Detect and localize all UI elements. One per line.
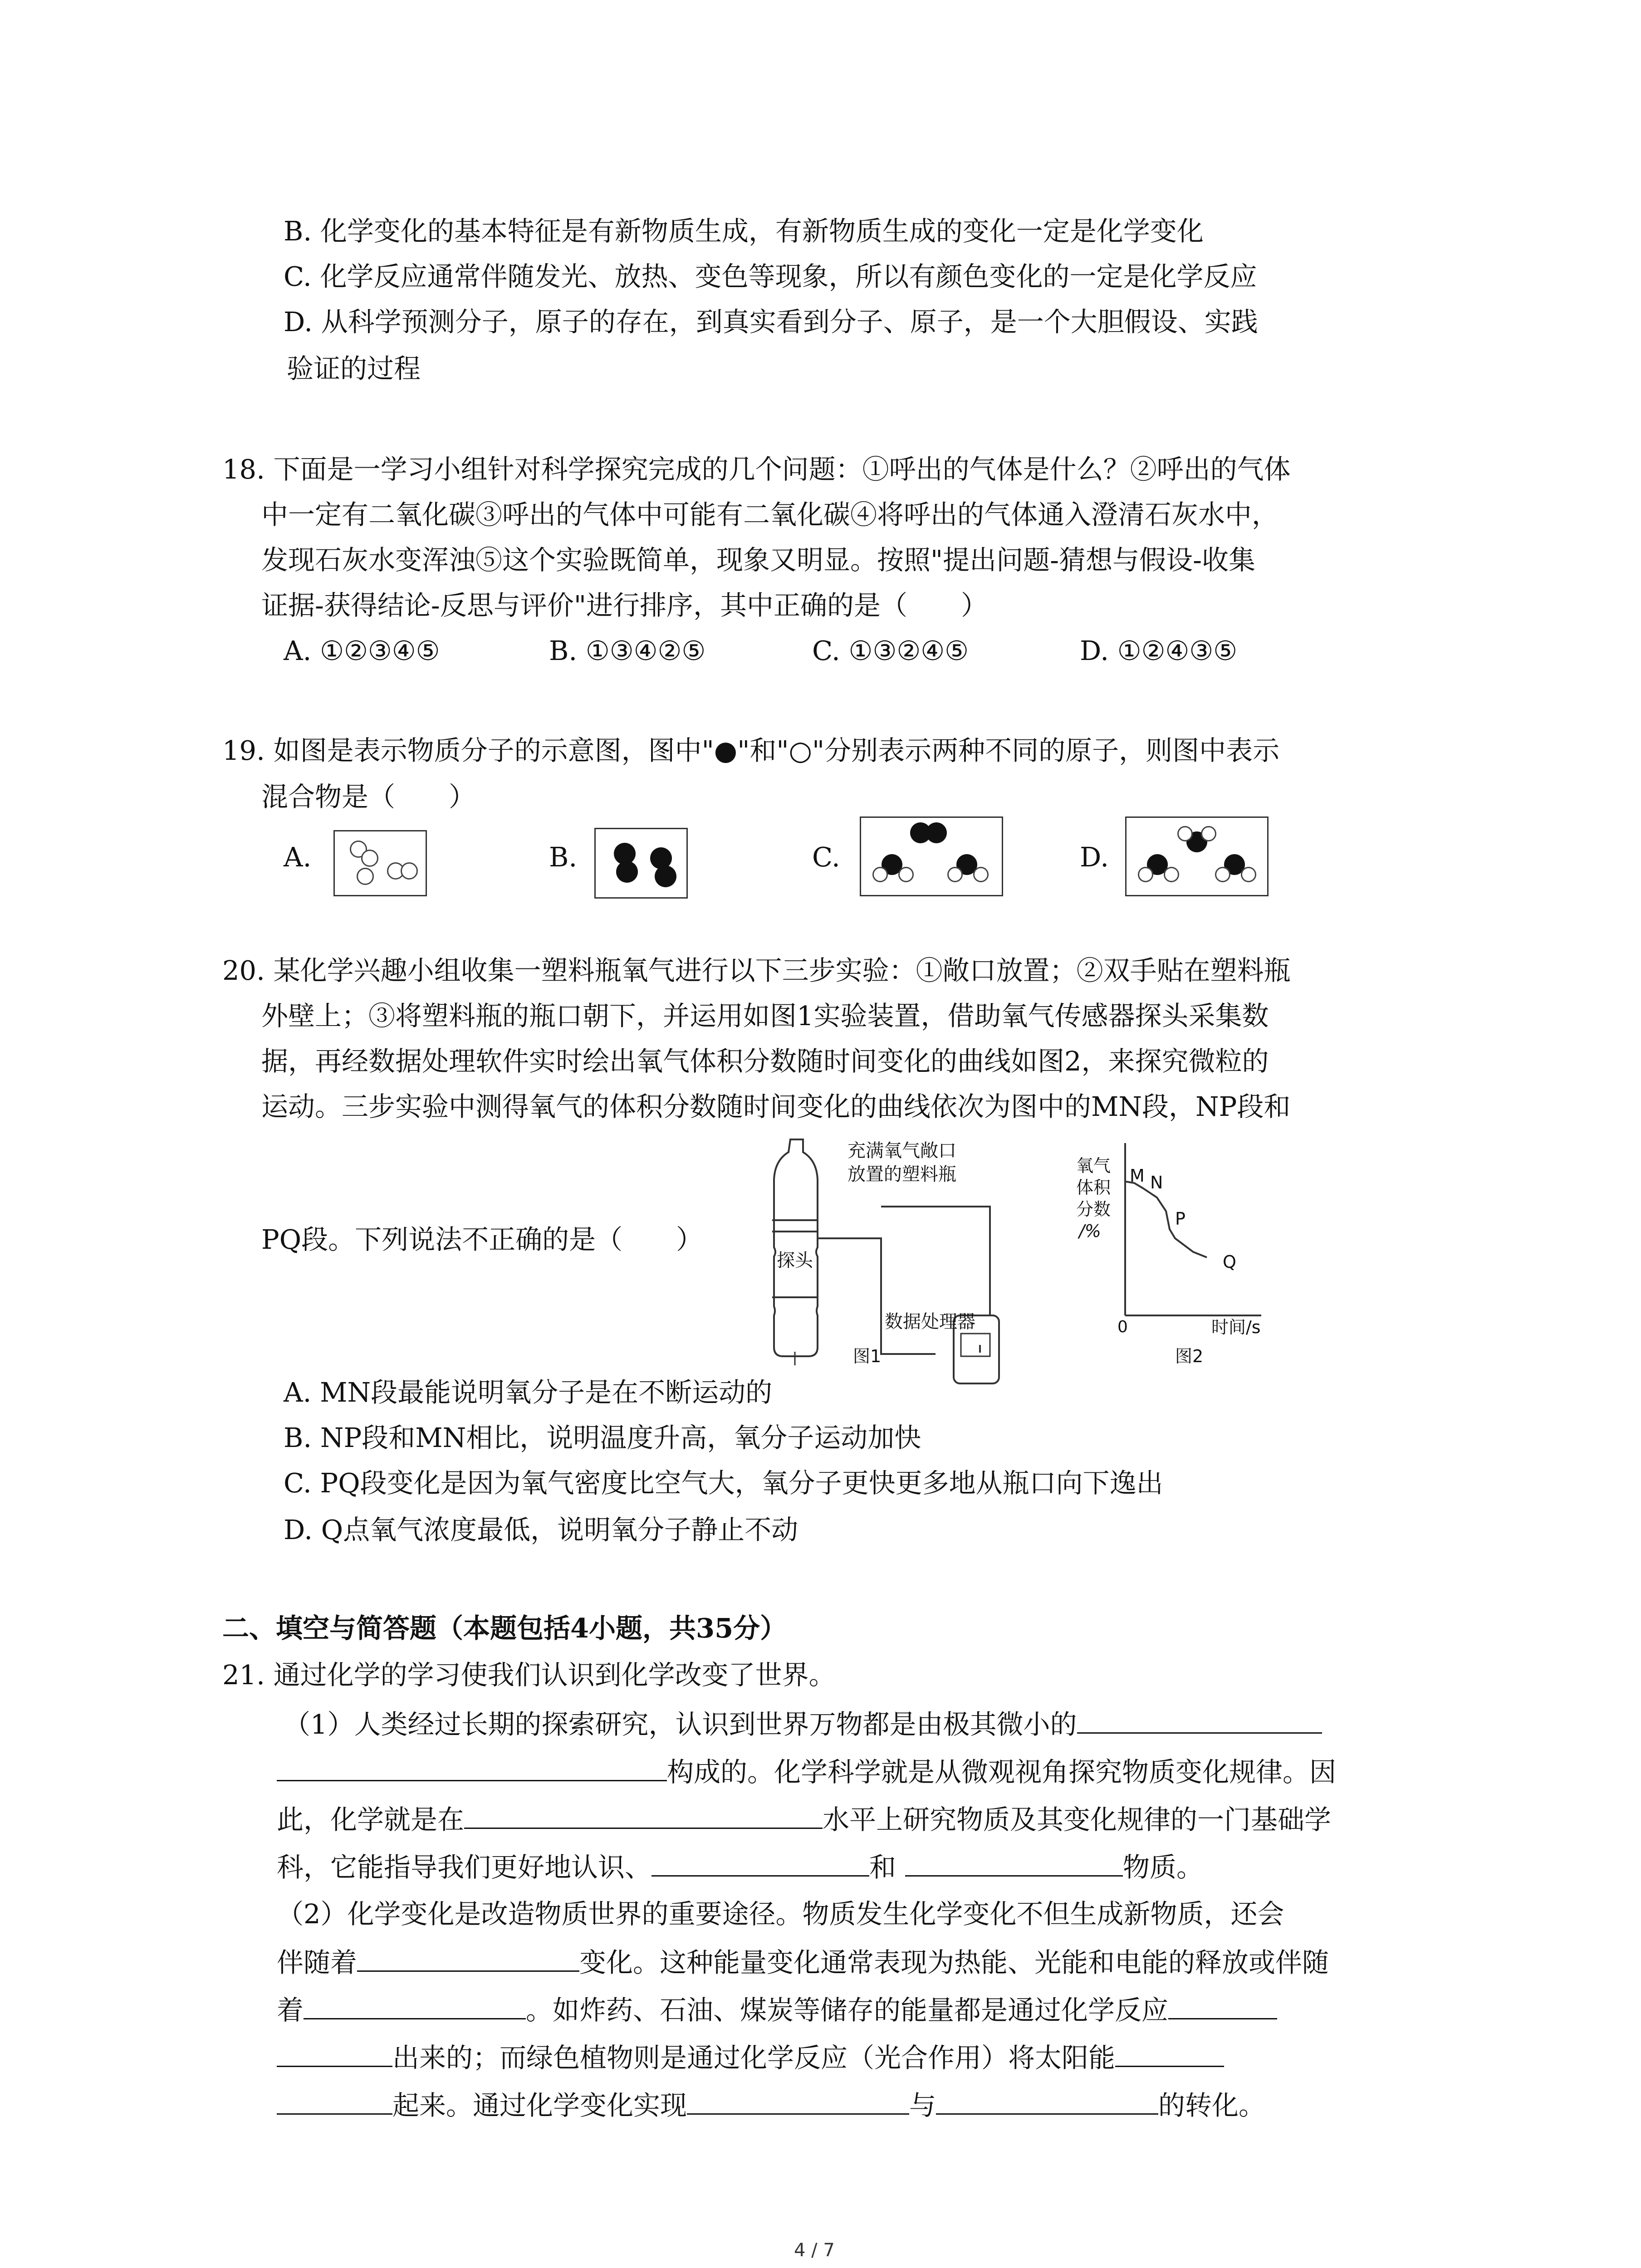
white-atom	[357, 868, 374, 885]
white-atom	[1241, 867, 1256, 882]
fig1-caption: 图1	[853, 1346, 882, 1366]
q18-option-a: A. ①②③④⑤	[284, 635, 440, 666]
q19-stem-line1: 19. 如图是表示物质分子的示意图，图中"●"和"○"分别表示两种不同的原子，则图中表示	[222, 735, 1280, 766]
q18-stem-line1: 18. 下面是一学习小组针对科学探究完成的几个问题：①呼出的气体是什么？②呼出的气体	[222, 454, 1291, 485]
fig2-curve	[1126, 1182, 1207, 1257]
q19-label-a: A.	[284, 841, 312, 873]
q20-stem-line2: 外壁上；③将塑料瓶的瓶口朝下，并运用如图1实验装置，借助氧气传感器探头采集数	[261, 1000, 1269, 1031]
section2-title: 二、填空与简答题（本题包括4小题，共35分）	[222, 1613, 787, 1644]
q21-p1-line1	[284, 1708, 1322, 1740]
q18-stem-line4: 证据-获得结论-反思与评价"进行排序，其中正确的是（ ）	[261, 590, 988, 621]
q17-option-d-line1: D. 从科学预测分子，原子的存在，到真实看到分子、原子，是一个大胆假设、实践	[284, 306, 1258, 337]
white-atom	[973, 867, 989, 882]
fig2-origin: 0	[1117, 1318, 1128, 1336]
white-atom	[401, 862, 418, 880]
q21-p1-line2	[277, 1755, 1336, 1788]
q21-p1-line4	[277, 1851, 1203, 1883]
q21-p1b-text: 构成的。化学科学就是从微观视角探究物质变化规律。因	[667, 1756, 1337, 1788]
q20-stem-line4: 运动。三步实验中测得氧气的体积分数随时间变化的曲线依次为图中的MN段，NP段和	[261, 1091, 1291, 1122]
white-atom	[898, 867, 914, 882]
blank-5[interactable]	[905, 1851, 1123, 1877]
blank-11[interactable]	[277, 2089, 392, 2115]
fig1-probe-label: 探头	[777, 1250, 813, 1271]
q19-label-d: D.	[1080, 841, 1109, 873]
q21-p2-line2	[277, 1946, 1329, 1979]
black-atom	[655, 865, 676, 887]
q21-p2c1-text: 着	[277, 1994, 304, 2026]
blank-4[interactable]	[652, 1851, 869, 1877]
q21-p2c2-text: 。如炸药、石油、煤炭等储存的能量都是通过化学反应	[526, 1994, 1169, 2026]
q21-p2-line1: （2）化学变化是改造物质世界的重要途径。物质发生化学变化不但生成新物质，还会	[277, 1898, 1284, 1930]
fig2-point-n: N	[1150, 1173, 1163, 1193]
q17-option-b: B. 化学变化的基本特征是有新物质生成，有新物质生成的变化一定是化学变化	[284, 215, 1204, 247]
q18-option-b: B. ①③④②⑤	[549, 635, 706, 666]
q18-stem-line3: 发现石灰水变浑浊⑤这个实验既简单，现象又明显。按照"提出问题-猜想与假设-收集	[261, 544, 1256, 576]
q20-option-c: C. PQ段变化是因为氧气密度比空气大，氧分子更快更多地从瓶口向下逸出	[284, 1467, 1163, 1499]
q19-diagram-d	[1125, 816, 1269, 896]
fig2-point-p: P	[1175, 1209, 1185, 1229]
q20-stem-line1: 20. 某化学兴趣小组收集一塑料瓶氧气进行以下三步实验：①敞口放置；②双手贴在塑料瓶	[222, 955, 1291, 986]
q21-p1c2-text: 水平上研究物质及其变化规律的一门基础学	[823, 1804, 1332, 1835]
blank-7[interactable]	[304, 1994, 526, 2019]
probe-wire	[818, 1238, 936, 1354]
white-atom	[1201, 826, 1216, 841]
q21-p2b2-text: 变化。这种能量变化通常表现为热能、光能和电能的释放或伴随	[579, 1947, 1329, 1978]
fig2-ylabel-1: 氧气	[1076, 1156, 1111, 1176]
fig2-ylabel-3: 分数	[1076, 1199, 1111, 1219]
q19-label-c: C.	[812, 841, 840, 873]
q21-p1d2-text: 和	[869, 1852, 896, 1883]
white-atom	[872, 867, 888, 882]
fig2-point-q: Q	[1223, 1252, 1236, 1272]
blank-8[interactable]	[1168, 1994, 1277, 2019]
q21-p2e1-text: 起来。通过化学变化实现	[392, 2090, 687, 2121]
q21-p2-line5	[277, 2089, 1265, 2121]
q20-figure2	[1121, 1143, 1284, 1343]
blank-2[interactable]	[277, 1755, 667, 1781]
white-atom	[947, 867, 963, 882]
q21-p2-line3	[277, 1994, 1277, 2026]
q21-p1-line3	[277, 1803, 1331, 1836]
q19-diagram-a	[333, 830, 427, 896]
fig2-ylabel-2: 体积	[1076, 1178, 1111, 1198]
q20-option-b: B. NP段和MN相比，说明温度升高，氧分子运动加快	[284, 1422, 921, 1453]
fig2-caption: 图2	[1175, 1346, 1204, 1366]
blank-3[interactable]	[464, 1803, 823, 1829]
blank-6[interactable]	[357, 1946, 579, 1972]
q20-stem-line3: 据，再经数据处理软件实时绘出氧气体积分数随时间变化的曲线如图2，来探究微粒的	[261, 1046, 1269, 1077]
blank-13[interactable]	[936, 2089, 1158, 2115]
sensor-wire	[881, 1207, 990, 1315]
q19-stem-line2: 混合物是（ ）	[261, 781, 476, 812]
white-atom	[1177, 826, 1193, 841]
fig2-xlabel: 时间/s	[1211, 1317, 1261, 1337]
q18-option-d: D. ①②④③⑤	[1080, 635, 1238, 666]
white-atom	[1138, 867, 1153, 882]
q21-p2e2-text: 与	[909, 2090, 936, 2121]
blank-1[interactable]	[1077, 1708, 1322, 1734]
q21-p1c1-text: 此，化学就是在	[277, 1804, 465, 1835]
blank-10[interactable]	[1115, 2041, 1224, 2067]
white-atom	[1164, 867, 1179, 882]
q19-diagram-c	[860, 816, 1003, 896]
q21-stem: 21. 通过化学的学习使我们认识到化学改变了世界。	[222, 1659, 836, 1691]
white-atom	[361, 850, 378, 867]
q18-stem-line2: 中一定有二氧化碳③呼出的气体中可能有二氧化碳④将呼出的气体通入澄清石灰水中，	[261, 499, 1279, 530]
q20-stem-line5: PQ段。下列说法不正确的是（ ）	[261, 1224, 703, 1255]
blank-9[interactable]	[277, 2041, 392, 2067]
white-atom	[1215, 867, 1230, 882]
q20-option-d: D. Q点氧气浓度最低，说明氧分子静止不动	[284, 1514, 798, 1545]
fig1-processor-label: 数据处理器	[885, 1311, 975, 1332]
page-number: 4 / 7	[794, 2240, 835, 2261]
bottle-outline	[774, 1139, 818, 1356]
blank-12[interactable]	[687, 2089, 909, 2115]
q20-option-a: A. MN段最能说明氧分子是在不断运动的	[284, 1377, 773, 1408]
fig2-point-m: M	[1130, 1166, 1145, 1186]
q19-diagram-b	[594, 828, 688, 899]
fig1-label-line1: 充满氧气敞口	[847, 1140, 956, 1161]
fig2-ylabel-4: /%	[1079, 1221, 1101, 1241]
black-atom	[926, 822, 947, 843]
q21-p2e3-text: 的转化。	[1158, 2090, 1266, 2121]
black-atom	[616, 861, 638, 883]
q21-p1d1-text: 科，它能指导我们更好地认识、	[277, 1852, 652, 1883]
fig1-label-line2: 放置的塑料瓶	[847, 1164, 956, 1185]
q19-label-b: B.	[549, 841, 578, 873]
q21-p2b1-text: 伴随着	[277, 1947, 358, 1978]
q18-option-c: C. ①③②④⑤	[812, 635, 969, 666]
q21-p2-line4	[277, 2041, 1224, 2074]
q21-p1a-text: （1）人类经过长期的探索研究，认识到世界万物都是由极其微小的	[284, 1709, 1077, 1740]
q17-option-d-line2: 验证的过程	[287, 353, 421, 384]
q21-p2d-text: 出来的；而绿色植物则是通过化学反应（光合作用）将太阳能	[392, 2042, 1116, 2073]
q21-p1d3-text: 物质。	[1123, 1852, 1204, 1883]
q17-option-c: C. 化学反应通常伴随发光、放热、变色等现象，所以有颜色变化的一定是化学反应	[284, 261, 1257, 292]
